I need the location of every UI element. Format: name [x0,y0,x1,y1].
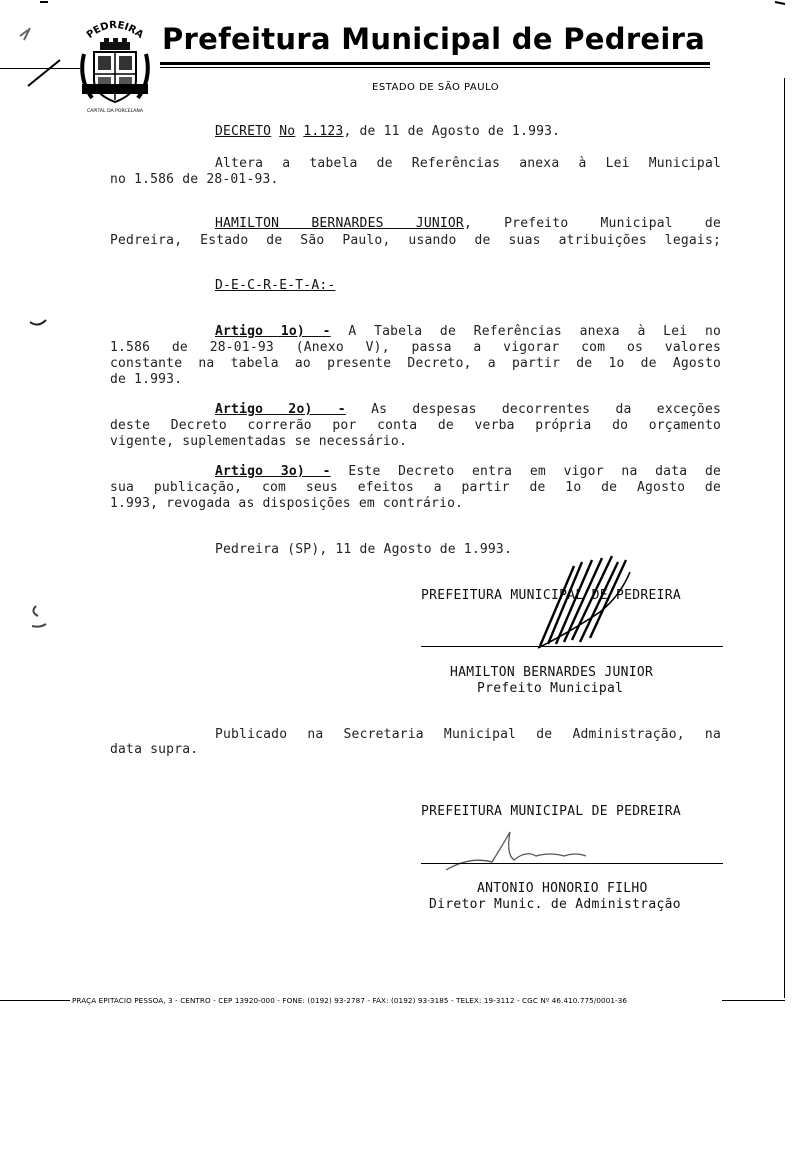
header-rule-thick [160,62,710,65]
article-1-line-1 [215,324,721,340]
article-3-label: Artigo 3o) - [215,464,331,479]
decree-title [215,124,560,140]
signature-2-line [421,863,723,864]
mayor-name: HAMILTON BERNARDES JUNIOR [215,216,464,231]
publication-line-2: data supra. [110,742,199,757]
article-1-line-2: 1.586 de 28-01-93 (Anexo V), passa a vigorar com os valores [110,340,721,355]
handwritten-signature-1 [530,552,640,652]
signature-2-name: ANTONIO HONORIO FILHO [477,881,648,896]
footer-address: PRAÇA EPITACIO PESSOA, 3 - CENTRO - CEP 13920-000 - FONE: (0192) 93-2787 - FAX: (0192) 93-3185 - TELEX: 19-3112 - CGC Nº 46.410.775/0001-36 [72,996,628,1005]
signature-1-name: HAMILTON BERNARDES JUNIOR [450,665,654,680]
summary-line-2: no 1.586 de 28-01-93. [110,172,279,187]
decree-date: , de 11 de Agosto de 1.993. [343,124,561,139]
publication-line-1: Publicado na Secretaria Municipal de Administração, na [215,727,721,742]
article-3-text: Este Decreto entra em vigor na data de [348,464,722,479]
footer-rule-right [722,1000,785,1001]
article-2-line-3: vigente, suplementadas se necessário. [110,434,407,449]
summary-line-1: Altera a tabela de Referências anexa à Lei Municipal [215,156,721,171]
decreta-heading: D-E-C-R-E-T-A:- [215,278,336,293]
intro-rest: , Prefeito Municipal de [463,216,721,231]
article-3-line-3: 1.993, revogada as disposições em contrário. [110,496,464,511]
signature-2-role: Diretor Munic. de Administração [429,897,681,912]
page-title: Prefeitura Municipal de Pedreira [162,22,706,56]
municipal-crest-icon [76,14,154,118]
right-border [784,78,785,998]
article-3-line-2: sua publicação, com seus efeitos a partir de 1o de Agosto de [110,480,721,495]
signature-2-org: PREFEITURA MUNICIPAL DE PEDREIRA [421,804,682,819]
svg-text:PEDREIRA [85,20,146,41]
place-date: Pedreira (SP), 11 de Agosto de 1.993. [215,542,512,557]
decree-label: DECRETO [215,124,272,139]
signature-1-line [421,646,723,647]
handwritten-signature-2 [440,826,590,876]
article-3-line-1 [215,464,721,480]
signature-1-org: PREFEITURA MUNICIPAL DE PEDREIRA [421,588,682,603]
article-1-text: A Tabela de Referências anexa à Lei no [348,324,722,339]
header-rule-thin [160,67,710,68]
article-2-label: Artigo 2o) - [215,402,346,417]
article-2-line-1 [215,402,721,418]
article-1-label: Artigo 1o) - [215,324,331,339]
intro-line-1 [215,216,721,232]
article-2-line-2: deste Decreto correrão por conta de verba própria do orçamento [110,418,721,433]
state-label: ESTADO DE SÃO PAULO [372,82,500,93]
decree-number: 1.123 [303,124,344,139]
crest-motto: CAPITAL DA PORCELANA [87,109,143,114]
footer-rule-left [0,1000,70,1001]
article-1-line-4: de 1.993. [110,372,183,387]
article-1-line-3: constante na tabela ao presente Decreto, a partir de 1o de Agosto [110,356,721,371]
left-rule [0,68,80,69]
decree-no: No [279,124,296,139]
article-2-text: As despesas decorrentes da exceções [371,402,721,417]
intro-line-2: Pedreira, Estado de São Paulo, usando de suas atribuições legais; [110,233,721,248]
crest-label: PEDREIRA [84,19,146,41]
signature-1-role: Prefeito Municipal [477,681,624,696]
